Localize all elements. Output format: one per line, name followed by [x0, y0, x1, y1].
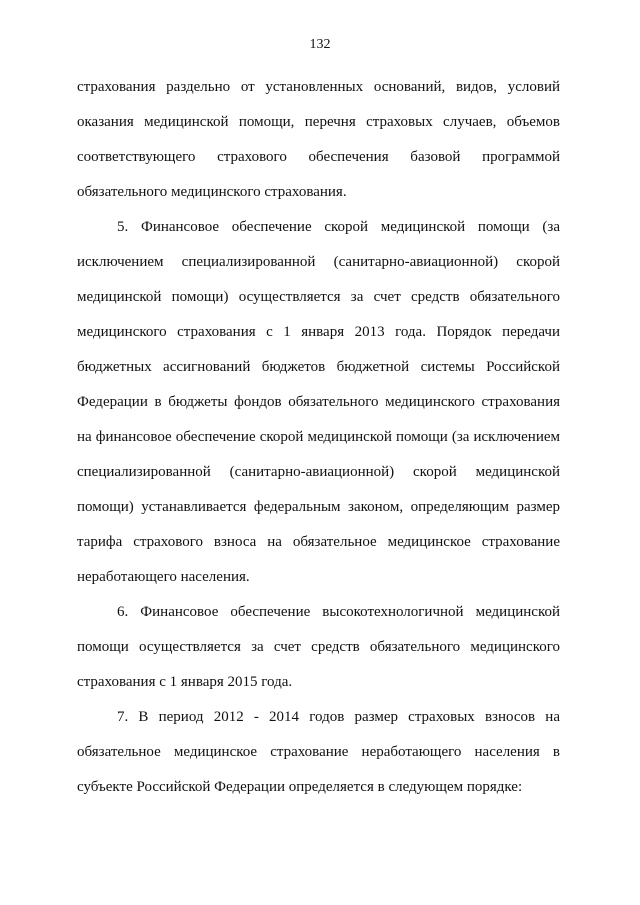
text-line: на финансовое обеспечение скорой медицинской помощи (за исключением: [77, 429, 560, 445]
text-line: помощи) устанавливается федеральным законом, определяющим размер: [77, 499, 560, 515]
text-line: обязательное медицинское страхование неработающего населения в: [77, 744, 560, 760]
text-line: страхования с 1 января 2015 года.: [77, 674, 293, 690]
text-line: медицинской помощи) осуществляется за счет средств обязательного: [77, 289, 560, 305]
paragraph-item-5: [77, 210, 560, 595]
text-line: медицинского страхования с 1 января 2013 года. Порядок передачи: [77, 324, 560, 340]
text-line: специализированной (санитарно-авиационной) скорой медицинской: [77, 464, 560, 480]
text-line: 7. В период 2012 - 2014 годов размер страховых взносов на: [117, 709, 560, 725]
paragraph-continuation: [77, 70, 560, 210]
text-line: страхования раздельно от установленных оснований, видов, условий: [77, 79, 560, 95]
text-line: обязательного медицинского страхования.: [77, 184, 347, 200]
text-line: 5. Финансовое обеспечение скорой медицинской помощи (за: [117, 219, 560, 235]
text-line: тарифа страхового взноса на обязательное медицинское страхование: [77, 534, 560, 550]
text-line: бюджетных ассигнований бюджетов бюджетной системы Российской: [77, 359, 560, 375]
text-line: 6. Финансовое обеспечение высокотехнологичной медицинской: [117, 604, 560, 620]
text-line: оказания медицинской помощи, перечня страховых случаев, объемов: [77, 114, 560, 130]
text-line: исключением специализированной (санитарно-авиационной) скорой: [77, 254, 560, 270]
text-line: Федерации в бюджеты фондов обязательного медицинского страхования: [77, 394, 560, 410]
paragraph-item-6: [77, 595, 560, 700]
document-body: [77, 70, 560, 805]
text-line: неработающего населения.: [77, 569, 250, 585]
page-number: 132: [309, 37, 331, 52]
text-line: помощи осуществляется за счет средств обязательного медицинского: [77, 639, 560, 655]
text-line: соответствующего страхового обеспечения базовой программой: [77, 149, 560, 165]
paragraph-item-7: [77, 700, 560, 805]
text-line: субъекте Российской Федерации определяется в следующем порядке:: [77, 779, 523, 795]
